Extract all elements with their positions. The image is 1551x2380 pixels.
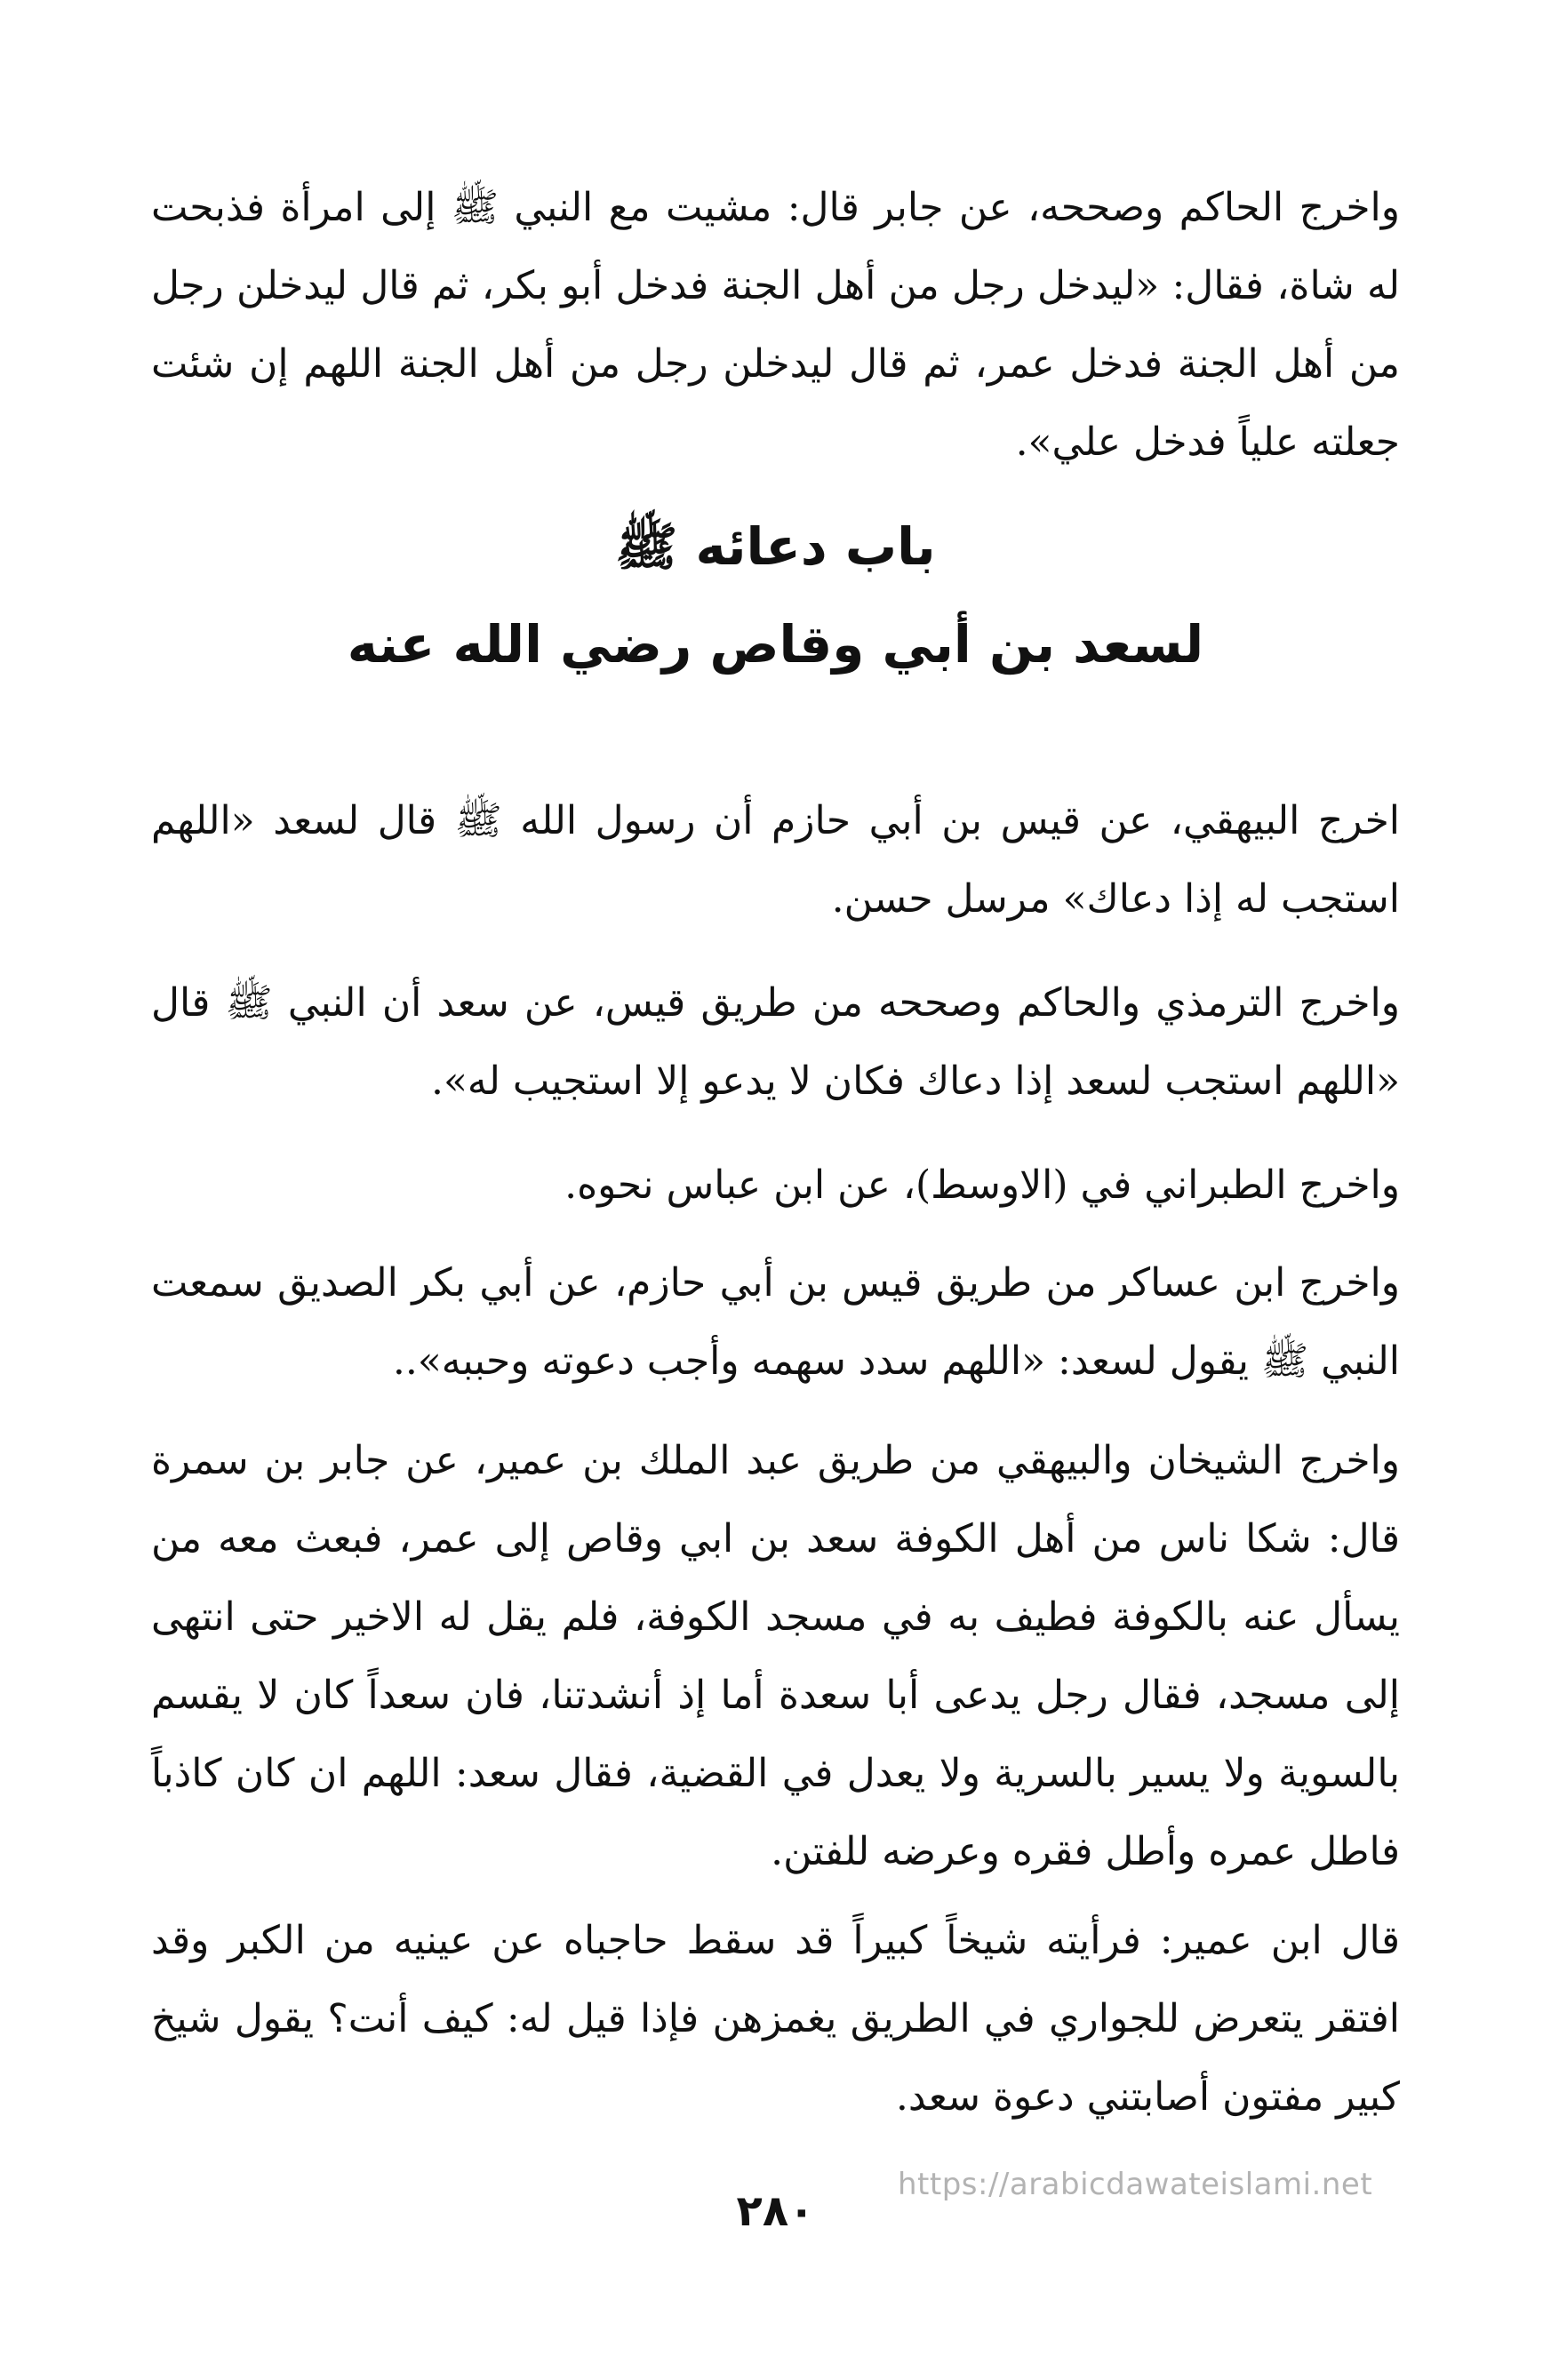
paragraph-6: قال ابن عمير: فرأيته شيخاً كبيراً قد سقط حاجباه عن عينيه من الكبر وقد افتقر يتعرض للجواري في الطريق يغمزهن فإذا قيل له: كيف أنت؟ يقول شيخ كبير مفتون أصابتني دعوة سعد. — [151, 1918, 1400, 2120]
paragraph-1-block — [151, 782, 1400, 938]
paragraph-6-block — [151, 1902, 1400, 2136]
paragraph-5: واخرج الشيخان والبيهقي من طريق عبد الملك بن عمير، عن جابر بن سمرة قال: شكا ناس من أهل الكوفة سعد بن ابي وقاص إلى عمر، فبعث معه من يسأل عنه بالكوفة فطيف به في مسجد الكوفة، فلم يقل له الاخير حتى انتهى إلى مسجد، فقال رجل يدعى أبا سعدة أما إذ أنشدتنا، فان سعداً كان لا يقسم بالسوية ولا يسير بالسرية ولا يعدل في القضية، فقال سعد: اللهم ان كان كاذباً فاطل عمره وأطل فقره وعرضه للفتن. — [151, 1438, 1400, 1874]
chapter-heading-line-2: لسعد بن أبي وقاص رضي الله عنه — [347, 614, 1204, 675]
chapter-heading — [0, 498, 1551, 693]
intro-block — [151, 169, 1400, 482]
paragraph-1: اخرج البيهقي، عن قيس بن أبي حازم أن رسول الله ﷺ قال لسعد «اللهم استجب له إذا دعاك» مرسل حسن. — [151, 798, 1400, 922]
intro-paragraph: واخرج الحاكم وصححه، عن جابر قال: مشيت مع النبي ﷺ إلى امرأة فذبحت له شاة، فقال: «ليدخل رجل من أهل الجنة فدخل أبو بكر، ثم قال ليدخلن رجل من أهل الجنة فدخل عمر، ثم قال ليدخلن رجل من أهل الجنة اللهم إن شئت جعلته علياً فدخل علي». — [151, 185, 1400, 465]
paragraph-5-block — [151, 1422, 1400, 1891]
paragraph-2: واخرج الترمذي والحاكم وصححه من طريق قيس، عن سعد أن النبي ﷺ قال «اللهم استجب لسعد إذا دعاك فكان لا يدعو إلا استجيب له». — [151, 980, 1400, 1104]
paragraph-3: واخرج الطبراني في (الاوسط)، عن ابن عباس نحوه. — [564, 1162, 1400, 1208]
paragraph-4: واخرج ابن عساكر من طريق قيس بن أبي حازم، عن أبي بكر الصديق سمعت النبي ﷺ يقول لسعد: «اللهم سدد سهمه وأجب دعوته وحببه».. — [151, 1260, 1400, 1384]
chapter-heading-line-1: باب دعائه ﷺ — [615, 516, 936, 577]
paragraph-4-block — [151, 1244, 1400, 1401]
paragraph-3-block — [151, 1146, 1400, 1225]
page-number: ٢٨٠ — [736, 2186, 815, 2236]
paragraph-2-block — [151, 964, 1400, 1121]
watermark-url: https://arabicdawateislami.net — [898, 2167, 1373, 2202]
